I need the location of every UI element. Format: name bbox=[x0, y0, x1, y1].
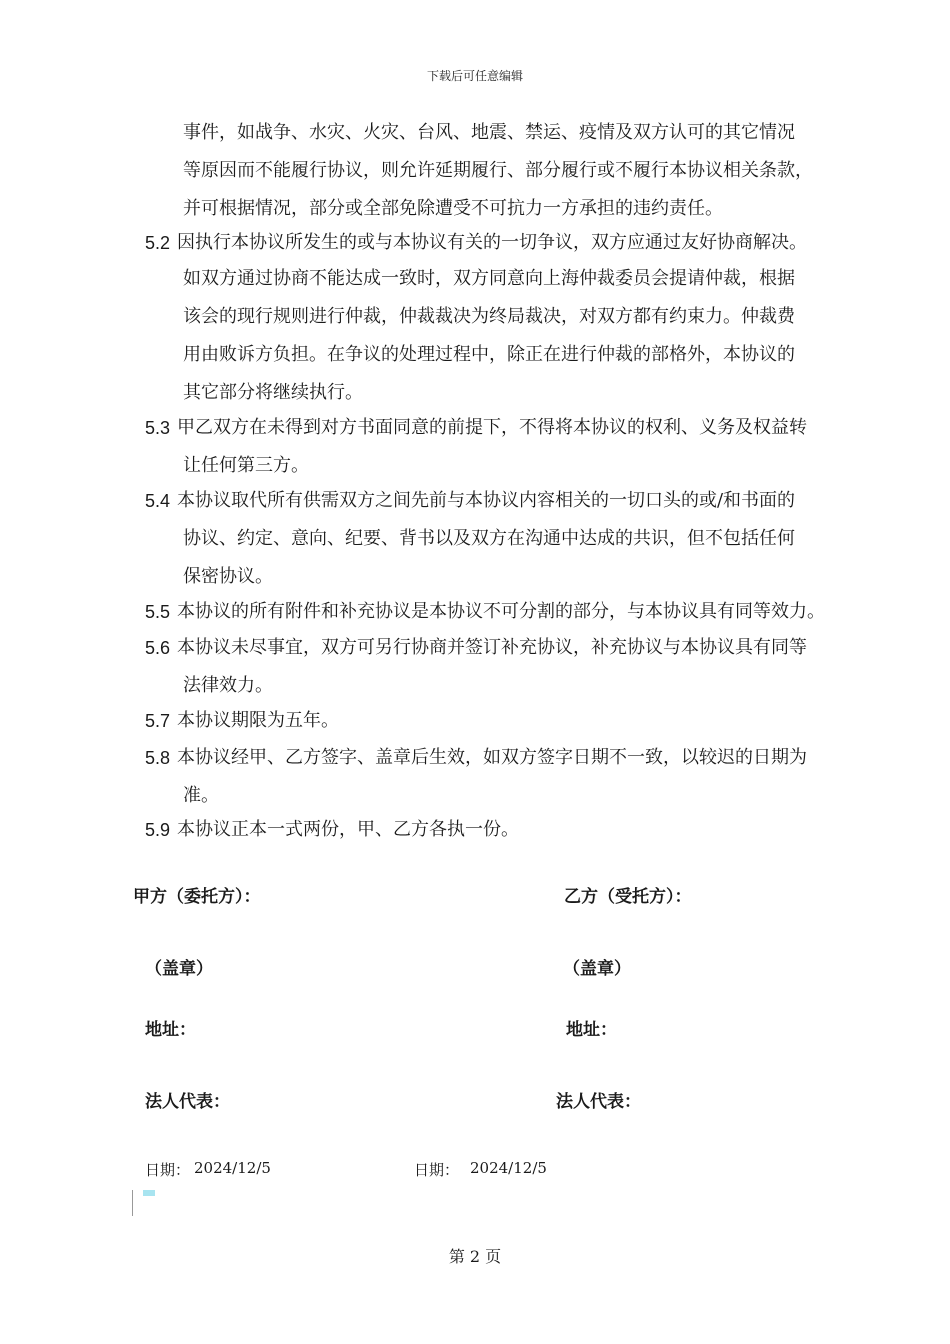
clause-5-2-line-4: 用由败诉方负担。在争议的处理过程中，除正在进行仲裁的部格外，本协议的 bbox=[183, 344, 795, 365]
text-cursor-mark bbox=[132, 1190, 133, 1216]
party-b-date-label: 日期： bbox=[414, 1161, 460, 1179]
clause-5-5-line-1: 本协议的所有附件和补充协议是本协议不可分割的部分，与本协议具有同等效力。 bbox=[177, 601, 825, 622]
clause-5-3-number: 5.3 bbox=[145, 418, 171, 438]
clause-5-1-line-1: 事件，如战争、水灾、火灾、台风、地震、禁运、疫情及双方认可的其它情况 bbox=[183, 122, 795, 143]
clause-5-9-number: 5.9 bbox=[145, 820, 171, 840]
clause-5-6-line-2: 法律效力。 bbox=[183, 675, 273, 696]
party-a-date: 2024/12/5 bbox=[194, 1159, 271, 1177]
page-header: 下载后可任意编辑 bbox=[426, 69, 523, 83]
page-number: 第 2 页 bbox=[448, 1247, 502, 1266]
clause-5-2-number: 5.2 bbox=[145, 233, 171, 253]
party-a-title: 甲方（委托方）： bbox=[133, 887, 261, 907]
clause-5-2-line-5: 其它部分将继续执行。 bbox=[183, 382, 363, 403]
party-b-seal: （盖章） bbox=[563, 959, 631, 979]
clause-5-3-line-1: 甲乙双方在未得到对方书面同意的前提下，不得将本协议的权利、义务及权益转 bbox=[177, 417, 807, 438]
clause-5-1-line-3: 并可根据情况，部分或全部免除遭受不可抗力一方承担的违约责任。 bbox=[183, 198, 723, 219]
clause-5-8-number: 5.8 bbox=[145, 748, 171, 768]
party-a-seal: （盖章） bbox=[145, 959, 213, 979]
clause-5-8-line-1: 本协议经甲、乙方签字、盖章后生效，如双方签字日期不一致，以较迟的日期为 bbox=[177, 747, 807, 768]
clause-5-4-number: 5.4 bbox=[145, 491, 171, 511]
party-b-representative: 法人代表： bbox=[556, 1092, 641, 1112]
party-a-representative: 法人代表： bbox=[145, 1092, 230, 1112]
clause-5-9-line-1: 本协议正本一式两份，甲、乙方各执一份。 bbox=[177, 819, 519, 840]
selection-highlight-mark bbox=[143, 1190, 155, 1196]
party-b-address: 地址： bbox=[566, 1020, 617, 1040]
clause-5-6-number: 5.6 bbox=[145, 638, 171, 658]
clause-5-4-line-3: 保密协议。 bbox=[183, 566, 273, 587]
party-b-date: 2024/12/5 bbox=[470, 1159, 547, 1177]
clause-5-5-number: 5.5 bbox=[145, 602, 171, 622]
clause-5-7-number: 5.7 bbox=[145, 711, 171, 731]
party-a-date-label: 日期： bbox=[145, 1161, 191, 1179]
clause-5-6-line-1: 本协议未尽事宜，双方可另行协商并签订补充协议，补充协议与本协议具有同等 bbox=[177, 637, 807, 658]
clause-5-4-line-1: 本协议取代所有供需双方之间先前与本协议内容相关的一切口头的或/和书面的 bbox=[177, 490, 796, 511]
clause-5-7-line-1: 本协议期限为五年。 bbox=[177, 710, 339, 731]
clause-5-2-line-2: 如双方通过协商不能达成一致时，双方同意向上海仲裁委员会提请仲裁，根据 bbox=[183, 268, 795, 289]
clause-5-1-line-2: 等原因而不能履行协议，则允许延期履行、部分履行或不履行本协议相关条款， bbox=[183, 160, 813, 181]
clause-5-2-line-3: 该会的现行规则进行仲裁，仲裁裁决为终局裁决，对双方都有约束力。仲裁费 bbox=[183, 306, 795, 327]
clause-5-8-line-2: 准。 bbox=[183, 785, 219, 806]
clause-5-3-line-2: 让任何第三方。 bbox=[183, 455, 309, 476]
clause-5-2-line-1: 因执行本协议所发生的或与本协议有关的一切争议，双方应通过友好协商解决。 bbox=[177, 232, 807, 253]
party-a-address: 地址： bbox=[145, 1020, 196, 1040]
clause-5-4-line-2: 协议、约定、意向、纪要、背书以及双方在沟通中达成的共识，但不包括任何 bbox=[183, 528, 795, 549]
party-b-title: 乙方（受托方）： bbox=[564, 887, 692, 907]
